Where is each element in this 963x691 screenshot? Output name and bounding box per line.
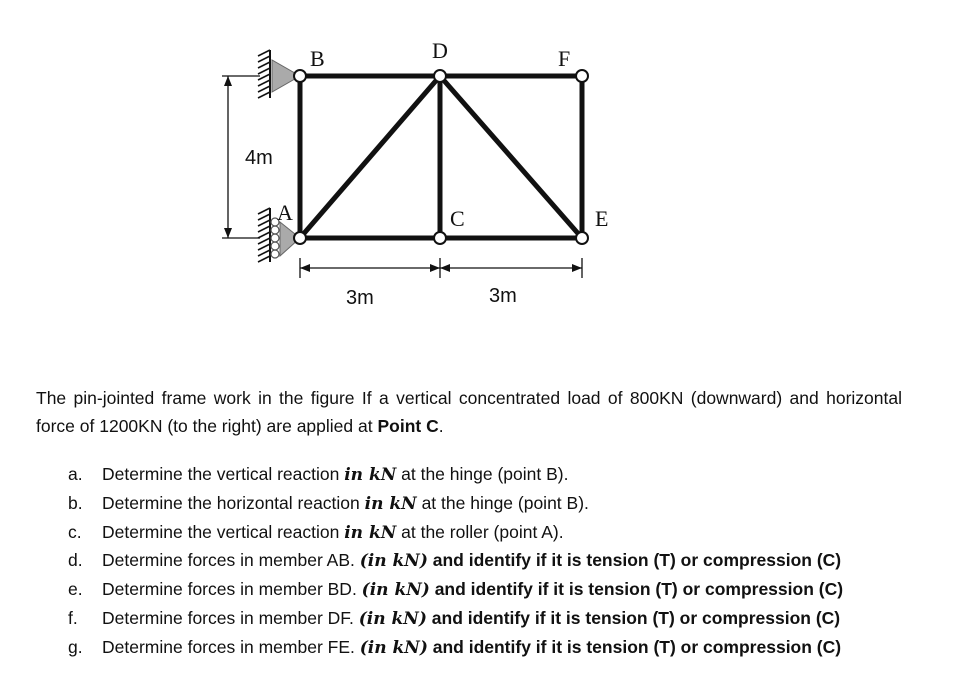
- question-text: [102, 633, 841, 662]
- question-item: [36, 575, 936, 604]
- question-text: [102, 546, 841, 575]
- joint-f: [576, 70, 588, 82]
- question-marker: f.: [68, 607, 78, 628]
- span-right-label: 3m: [489, 285, 517, 307]
- question-marker: c.: [68, 521, 82, 542]
- question-text: [102, 604, 840, 633]
- problem-point: Point C: [377, 416, 439, 436]
- node-label-d: D: [432, 38, 448, 63]
- question-item: [36, 633, 936, 662]
- question-text: [102, 489, 589, 518]
- question-text: [102, 460, 568, 489]
- joint-e: [576, 232, 588, 244]
- problem-intro-end: .: [438, 416, 444, 436]
- question-unit: (in kN): [359, 637, 428, 658]
- question-pre: Determine the vertical reaction: [102, 464, 345, 484]
- question-post: at the roller (point A).: [396, 521, 564, 542]
- question-bold-tail: and identify if it is tension (T) or compression (C): [427, 550, 842, 571]
- node-label-c: C: [450, 206, 465, 231]
- truss-members: [300, 76, 582, 238]
- node-label-f: F: [558, 46, 571, 71]
- question-text: [102, 518, 564, 547]
- question-pre: Determine forces in member DF.: [102, 607, 359, 628]
- question-unit: in kN: [364, 493, 417, 514]
- question-pre: Determine the vertical reaction: [102, 521, 345, 542]
- question-text: [102, 575, 843, 604]
- node-label-e: E: [595, 206, 609, 231]
- question-marker: d.: [68, 550, 83, 571]
- question-pre: Determine forces in member AB.: [102, 550, 360, 571]
- problem-statement: [36, 384, 902, 440]
- problem-intro-text: The pin-jointed frame work in the figure If a vertical concentrated load of 800KN (downward) and horizontal force of 1200KN (to the right) are applied at: [36, 388, 902, 436]
- question-item: [36, 546, 936, 575]
- question-unit: (in kN): [359, 551, 428, 572]
- question-bold-tail: and identify if it is tension (T) or compression (C): [426, 607, 841, 628]
- question-unit: (in kN): [358, 608, 427, 629]
- question-bold-tail: and identify if it is tension (T) or compression (C): [427, 636, 842, 657]
- question-unit: in kN: [344, 522, 397, 543]
- question-post: at the hinge (point B).: [396, 464, 569, 484]
- question-item: [36, 460, 936, 489]
- question-post: at the hinge (point B).: [416, 492, 589, 513]
- span-dimension: [300, 258, 582, 278]
- question-marker: a.: [68, 464, 83, 484]
- question-item: [36, 604, 936, 633]
- joint-a: [294, 232, 306, 244]
- node-label-a: A: [277, 200, 293, 225]
- question-marker: b.: [68, 492, 83, 513]
- span-left-label: 3m: [346, 287, 374, 309]
- question-unit: in kN: [344, 465, 397, 485]
- joint-b: [294, 70, 306, 82]
- member-ad: [300, 76, 440, 238]
- question-pre: Determine the horizontal reaction: [102, 492, 365, 513]
- question-marker: e.: [68, 579, 83, 600]
- question-bold-tail: and identify if it is tension (T) or compression (C): [429, 579, 844, 600]
- question-unit: (in kN): [361, 580, 430, 601]
- question-pre: Determine forces in member FE.: [102, 636, 360, 657]
- node-label-b: B: [310, 46, 325, 71]
- question-pre: Determine forces in member BD.: [102, 579, 362, 600]
- question-marker: g.: [68, 636, 83, 657]
- joint-d: [434, 70, 446, 82]
- joint-c: [434, 232, 446, 244]
- height-label: 4m: [245, 147, 273, 169]
- question-item: [36, 518, 936, 547]
- question-list: [36, 460, 936, 662]
- question-item: [36, 489, 936, 518]
